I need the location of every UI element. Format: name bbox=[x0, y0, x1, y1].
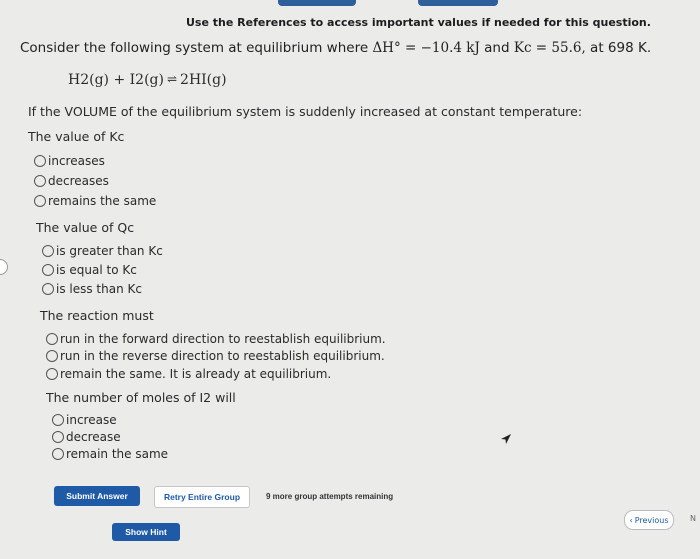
chevron-left-icon: ‹ bbox=[629, 515, 633, 525]
q2-option-less[interactable]: is less than Kc bbox=[42, 282, 142, 296]
q3-option-reverse[interactable]: run in the reverse direction to reestablish equilibrium. bbox=[46, 349, 385, 363]
radio-icon bbox=[42, 245, 54, 257]
radio-icon bbox=[46, 368, 58, 380]
q3-option-same[interactable]: remain the same. It is already at equilibrium. bbox=[46, 367, 331, 381]
question-2-prompt: The value of Qc bbox=[36, 220, 135, 235]
side-tab-handle[interactable] bbox=[0, 259, 8, 275]
q3-option-forward[interactable]: run in the forward direction to reestablish equilibrium. bbox=[46, 332, 386, 346]
problem-statement: Consider the following system at equilibrium where ΔH° = −10.4 kJ and Kc = 55.6, at 698 K. bbox=[20, 40, 652, 56]
condition-text: If the VOLUME of the equilibrium system is suddenly increased at constant temperature: bbox=[28, 104, 583, 119]
radio-icon bbox=[46, 350, 58, 362]
previous-button[interactable]: ‹ Previous bbox=[624, 510, 674, 530]
show-hint-button[interactable]: Show Hint bbox=[112, 523, 180, 541]
references-note: Use the References to access important values if needed for this question. bbox=[186, 16, 651, 29]
question-1-prompt: The value of Kc bbox=[28, 129, 125, 144]
radio-icon bbox=[42, 264, 54, 276]
reaction-equation bbox=[68, 72, 227, 88]
q2-option-equal[interactable]: is equal to Kc bbox=[42, 263, 137, 277]
radio-icon bbox=[52, 431, 64, 443]
q4-option-same[interactable]: remain the same bbox=[52, 447, 168, 461]
q4-option-decrease[interactable]: decrease bbox=[52, 430, 121, 444]
next-button[interactable]: N bbox=[690, 514, 696, 523]
retry-group-button[interactable]: Retry Entire Group bbox=[154, 486, 250, 508]
radio-icon bbox=[52, 414, 64, 426]
q1-option-same[interactable]: remains the same bbox=[34, 194, 156, 208]
top-tabs bbox=[268, 0, 508, 6]
radio-icon bbox=[34, 155, 46, 167]
q1-option-decreases[interactable]: decreases bbox=[34, 174, 109, 188]
radio-icon bbox=[46, 333, 58, 345]
q1-option-increases[interactable]: increases bbox=[34, 154, 105, 168]
attempts-remaining: 9 more group attempts remaining bbox=[266, 492, 394, 501]
radio-icon bbox=[34, 175, 46, 187]
question-3-prompt: The reaction must bbox=[40, 308, 154, 323]
mouse-pointer-icon bbox=[500, 433, 512, 445]
question-4-prompt: The number of moles of I2 will bbox=[46, 390, 236, 405]
q4-option-increase[interactable]: increase bbox=[52, 413, 117, 427]
q2-option-greater[interactable]: is greater than Kc bbox=[42, 244, 163, 258]
references-tab[interactable] bbox=[418, 0, 498, 6]
reaction-reactants: H2(g) + I2(g) bbox=[68, 72, 164, 88]
equilibrium-arrow-icon: ⇌ bbox=[166, 72, 178, 86]
radio-icon bbox=[42, 283, 54, 295]
radio-icon bbox=[34, 195, 46, 207]
reaction-products: 2HI(g) bbox=[180, 72, 227, 88]
radio-icon bbox=[52, 448, 64, 460]
review-topics-tab[interactable] bbox=[278, 0, 356, 6]
submit-answer-button[interactable]: Submit Answer bbox=[54, 486, 140, 506]
